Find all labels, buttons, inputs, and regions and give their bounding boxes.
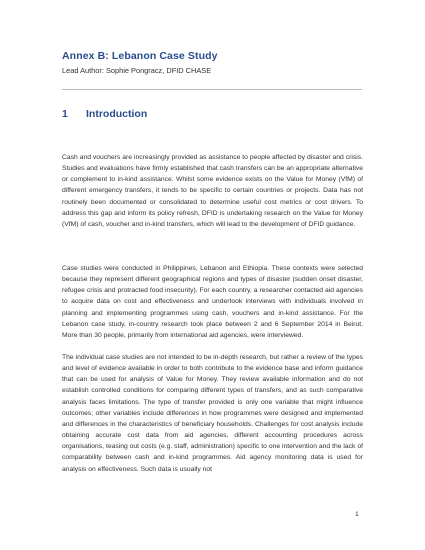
header-divider xyxy=(62,89,362,90)
annex-title: Annex B: Lebanon Case Study xyxy=(62,50,218,62)
paragraph-3: The individual case studies are not intended to be in-depth research, but rather a review of the types and level of evidence available in order to both contribute to the evidence base and inform guidance that can be used for analysis of Value for Money. They review available information and do not establish controlled conditions for comparing different types of transfers, and as such comparative analysis faces limitations. The type of transfer provided is only one variable that might influence outcomes; other variables include differences in how programmes were designed and implemented and differences in the characteristics of beneficiary households. Challenges for cost analysis include obtaining accurate cost data from aid agencies, different accounting procedures across organisations, teasing out costs (e.g. staff, administration) specific to one intervention and the lack of comparability between cash and in-kind programmes. Aid agency monitoring data is used for analysis on effectiveness. Such data is usually not xyxy=(62,354,363,473)
paragraph-1: Cash and vouchers are increasingly provided as assistance to people affected by disaster and crisis. Studies and evaluations have firmly established that cash transfers can be an appropriate alternative or complement to in-kind assistance. Whilst some evidence exists on the Value for Money (VfM) of different emergency transfers, it tends to be specific to certain countries or projects. Data has not routinely been documented or consolidated to determine useful cost metrics or cost drivers. To address this gap and inform its policy refresh, DFID is undertaking research on the Value for Money (VfM) of cash, voucher and in-kind transfers, which will lead to the development of DFID guidance. xyxy=(62,154,363,228)
section-heading xyxy=(62,108,147,120)
section-title: Introduction xyxy=(86,108,148,120)
page-number: 1 xyxy=(355,511,359,518)
paragraph-2: Case studies were conducted in Philippines, Lebanon and Ethiopia. These contexts were selected because they represent different geographical regions and types of disaster (sudden onset disaster, refugee crisis and protracted food insecurity). For each country, a researcher contacted aid agencies to acquire data on cost and effectiveness and undertook interviews with individuals involved in planning and implementing programmes using cash, vouchers and in-kind assistance. For the Lebanon case study, in-country research took place between 2 and 6 September 2014 in Beirut. More than 30 people, primarily from international aid agencies, were interviewed. xyxy=(62,265,363,339)
lead-author: Lead Author: Sophie Pongracz, DFID CHASE xyxy=(62,66,212,75)
section-number: 1 xyxy=(62,108,68,120)
